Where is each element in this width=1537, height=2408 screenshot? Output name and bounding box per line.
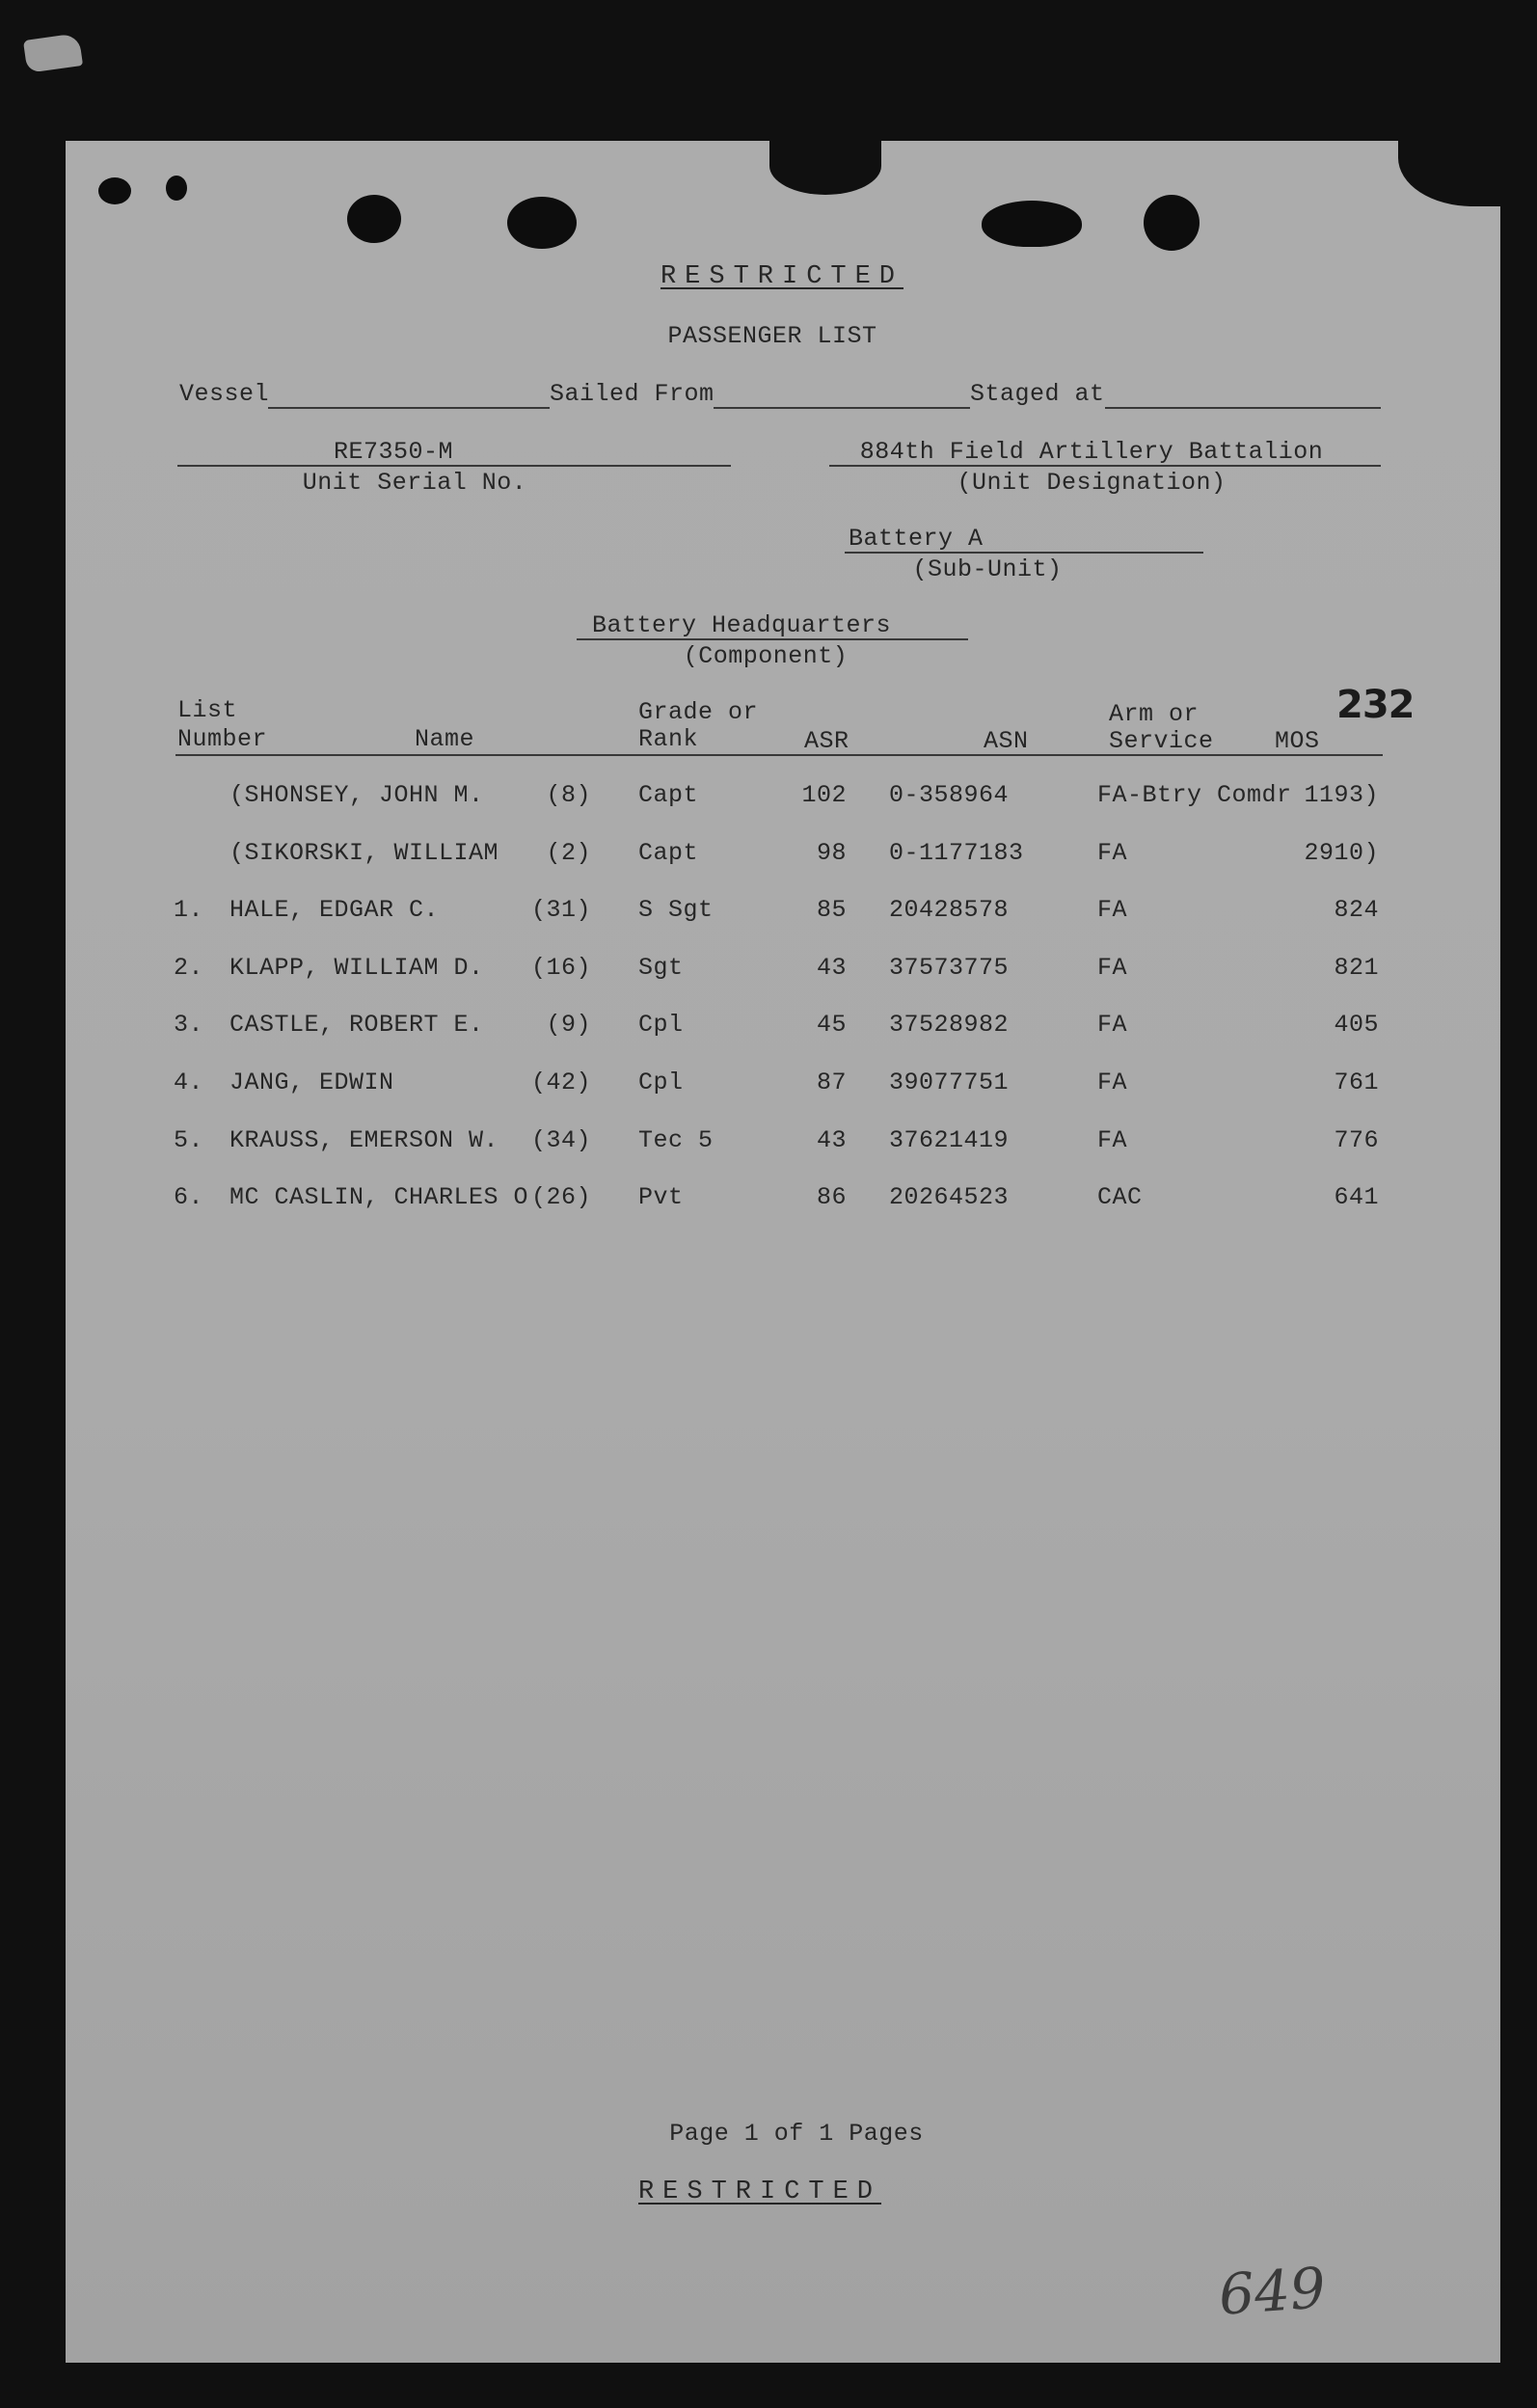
- sailed-from-label: Sailed From: [550, 380, 715, 408]
- page-count: Page 1 of 1 Pages: [669, 2120, 924, 2148]
- cell-num: 3.: [174, 1011, 204, 1040]
- cell-num: 2.: [174, 953, 204, 982]
- unit-serial-label: Unit Serial No.: [302, 469, 527, 497]
- header-rank: Rank: [638, 725, 699, 753]
- cell-arm: FA: [1097, 1069, 1128, 1096]
- punch-hole: [166, 176, 187, 201]
- cell-mos: 641: [1334, 1183, 1379, 1212]
- staged-at-blank: [1105, 407, 1381, 409]
- cell-mos: 776: [1334, 1125, 1379, 1154]
- cell-asr: 85: [816, 896, 847, 925]
- header-mos: MOS: [1275, 727, 1320, 755]
- cell-paren: (31): [530, 896, 591, 925]
- cell-name: CASTLE, ROBERT E.: [229, 1011, 484, 1040]
- restricted-footer: RESTRICTED: [637, 2178, 882, 2206]
- vessel-blank: [268, 407, 550, 409]
- cell-name: KRAUSS, EMERSON W.: [229, 1125, 499, 1154]
- cell-rank: Sgt: [638, 953, 684, 982]
- cell-asr: 102: [801, 781, 847, 809]
- cell-num: 4.: [174, 1069, 204, 1096]
- punch-hole: [1144, 195, 1200, 251]
- cell-asn: 20428578: [889, 896, 1010, 925]
- cell-name: HALE, EDGAR C.: [229, 896, 440, 925]
- cell-rank: Cpl: [638, 1011, 684, 1040]
- cell-name: JANG, EDWIN: [229, 1069, 394, 1096]
- unit-serial-value: RE7350-M: [333, 438, 454, 466]
- cell-mos: 1193): [1304, 781, 1379, 809]
- cell-arm: FA: [1097, 1011, 1128, 1040]
- page-number-stamp: 232: [1336, 683, 1415, 727]
- cell-arm: FA: [1097, 838, 1128, 867]
- cell-asr: 86: [816, 1183, 847, 1212]
- sub-unit-value: Battery A: [849, 525, 984, 553]
- cell-num: 1.: [174, 896, 204, 925]
- cell-asn: 37573775: [889, 953, 1010, 982]
- cell-asr: 43: [816, 1125, 847, 1154]
- cell-asn: 39077751: [889, 1069, 1010, 1096]
- cell-mos: 405: [1334, 1011, 1379, 1040]
- torn-edge: [769, 137, 881, 195]
- sub-unit-label: (Sub-Unit): [912, 555, 1063, 583]
- component-label: (Component): [683, 642, 849, 670]
- unit-designation-value: 884th Field Artillery Battalion: [859, 438, 1324, 466]
- punch-hole: [347, 195, 401, 243]
- cell-num: 6.: [174, 1183, 204, 1212]
- cell-name: MC CASLIN, CHARLES O: [229, 1183, 529, 1212]
- sailed-from-blank: [714, 407, 970, 409]
- cell-paren: (42): [530, 1069, 591, 1096]
- cell-rank: Pvt: [638, 1183, 684, 1212]
- header-asn: ASN: [984, 727, 1029, 755]
- passenger-list-title: PASSENGER LIST: [667, 322, 877, 350]
- cell-rank: Capt: [638, 781, 699, 809]
- cell-rank: S Sgt: [638, 896, 714, 925]
- cell-asn: 20264523: [889, 1183, 1010, 1212]
- cell-mos: 2910): [1304, 838, 1379, 867]
- punch-hole: [982, 201, 1082, 247]
- cell-paren: (2): [546, 838, 591, 867]
- header-list: List: [177, 696, 238, 724]
- header-number: Number: [177, 725, 268, 753]
- paper-scrap: [23, 33, 83, 73]
- handwritten-number: 649: [1216, 2255, 1328, 2328]
- torn-edge: [1398, 137, 1504, 206]
- header-name: Name: [415, 725, 475, 753]
- unit-serial-line: [177, 465, 731, 467]
- cell-asn: 37528982: [889, 1011, 1010, 1040]
- cell-asn: 37621419: [889, 1125, 1010, 1154]
- vessel-label: Vessel: [179, 380, 270, 408]
- header-grade: Grade or: [638, 698, 759, 726]
- cell-asn: 0-1177183: [889, 838, 1024, 867]
- component-value: Battery Headquarters: [592, 611, 892, 639]
- cell-name: KLAPP, WILLIAM D.: [229, 953, 484, 982]
- cell-paren: (9): [546, 1011, 591, 1040]
- cell-asr: 45: [816, 1011, 847, 1040]
- cell-asr: 87: [816, 1069, 847, 1096]
- cell-rank: Tec 5: [638, 1125, 714, 1154]
- cell-rank: Capt: [638, 838, 699, 867]
- header-underline: [175, 754, 1383, 756]
- punch-hole: [507, 197, 577, 249]
- header-service: Service: [1109, 727, 1214, 755]
- cell-arm: FA: [1097, 953, 1128, 982]
- cell-asr: 98: [816, 838, 847, 867]
- cell-paren: (26): [530, 1183, 591, 1212]
- cell-mos: 824: [1334, 896, 1379, 925]
- cell-arm: CAC: [1097, 1183, 1143, 1212]
- staged-at-label: Staged at: [970, 380, 1105, 408]
- cell-name: (SIKORSKI, WILLIAM: [229, 838, 499, 867]
- cell-asr: 43: [816, 953, 847, 982]
- cell-mos: 761: [1334, 1069, 1379, 1096]
- restricted-header: RESTRICTED: [660, 262, 904, 291]
- header-arm: Arm or: [1109, 700, 1200, 728]
- cell-arm: FA: [1097, 1125, 1128, 1154]
- cell-mos: 821: [1334, 953, 1379, 982]
- cell-paren: (34): [530, 1125, 591, 1154]
- unit-designation-label: (Unit Designation): [957, 469, 1227, 497]
- cell-num: 5.: [174, 1125, 204, 1154]
- cell-arm: FA-Btry Comdr: [1097, 781, 1292, 809]
- cell-asn: 0-358964: [889, 781, 1010, 809]
- cell-name: (SHONSEY, JOHN M.: [229, 781, 484, 809]
- cell-paren: (8): [546, 781, 591, 809]
- cell-arm: FA: [1097, 896, 1128, 925]
- punch-hole: [98, 177, 131, 204]
- passenger-list-sheet: [66, 141, 1500, 2363]
- cell-rank: Cpl: [638, 1069, 684, 1096]
- cell-paren: (16): [530, 953, 591, 982]
- header-asr: ASR: [804, 727, 849, 755]
